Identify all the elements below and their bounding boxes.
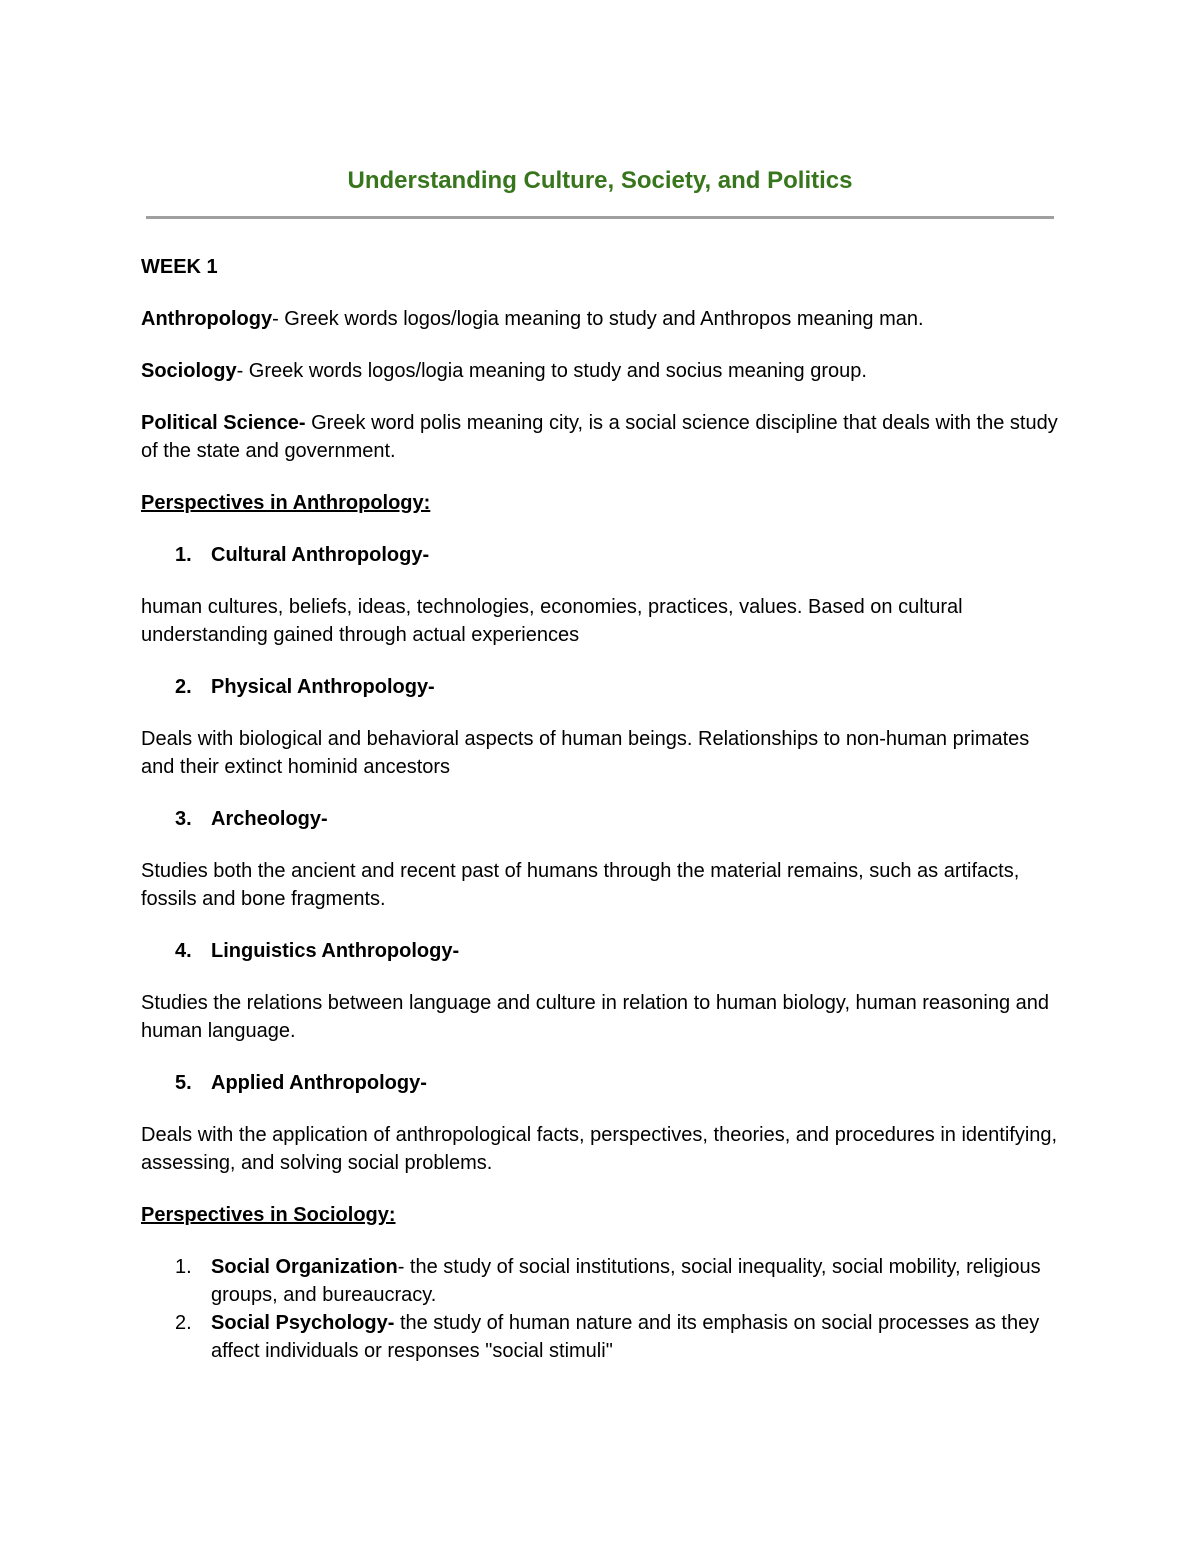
item-number: 2. — [175, 676, 192, 698]
page-title: Understanding Culture, Society, and Politics — [347, 167, 853, 194]
item-number: 3. — [175, 808, 192, 830]
list-item — [141, 1253, 1066, 1309]
item-text: - the study of social institutions, social inequality, social mobility, religious groups, and bureaucracy. — [211, 1256, 1041, 1306]
anthropology-item-heading — [141, 937, 1066, 965]
item-heading: Archeology- — [211, 808, 328, 830]
definition-term: Sociology — [141, 360, 237, 382]
item-heading: Linguistics Anthropology- — [211, 940, 460, 962]
anthropology-item-heading — [141, 673, 1066, 701]
definition-anthropology — [141, 305, 1066, 333]
anthropology-item-heading — [141, 541, 1066, 569]
anthropology-item-heading — [141, 1069, 1066, 1097]
item-number: 4. — [175, 940, 192, 962]
definition-term: Political Science- — [141, 412, 306, 434]
anthropology-item-heading — [141, 805, 1066, 833]
week-label: WEEK 1 — [141, 256, 218, 278]
definition-text: - Greek words logos/logia meaning to study and Anthropos meaning man. — [272, 308, 924, 330]
list-item — [141, 1309, 1066, 1365]
definition-political-science — [141, 409, 1066, 465]
definition-sociology — [141, 357, 1066, 385]
sociology-perspectives-heading: Perspectives in Sociology: — [141, 1204, 396, 1226]
item-number: 2. — [175, 1312, 192, 1334]
item-heading: Physical Anthropology- — [211, 676, 435, 698]
anthropology-item-text: Studies the relations between language and culture in relation to human biology, human reasoning and human language. — [141, 992, 1050, 1042]
anthropology-item-text: Studies both the ancient and recent past of humans through the material remains, such as artifacts, fossils and bone fragments. — [141, 860, 1020, 910]
definition-term: Anthropology — [141, 308, 273, 330]
sociology-list — [141, 1253, 1066, 1365]
definition-text: - Greek words logos/logia meaning to study and socius meaning group. — [236, 360, 867, 382]
item-number: 1. — [175, 544, 192, 566]
item-heading: Applied Anthropology- — [211, 1072, 427, 1094]
item-text: the study of human nature and its emphasis on social processes as they affect individuals or responses "social stimuli" — [211, 1312, 1040, 1362]
anthropology-perspectives-heading: Perspectives in Anthropology: — [141, 492, 431, 514]
anthropology-item-text: Deals with biological and behavioral aspects of human beings. Relationships to non-human primates and their extinct hominid ancestors — [141, 728, 1030, 778]
item-number: 1. — [175, 1256, 192, 1278]
document-body — [141, 253, 1066, 1365]
anthropology-item-text: human cultures, beliefs, ideas, technologies, economies, practices, values. Based on cultural understanding gained through actual experiences — [141, 596, 963, 646]
item-term: Social Psychology- — [211, 1312, 395, 1334]
title-divider — [146, 216, 1054, 219]
item-term: Social Organization — [211, 1256, 398, 1278]
definition-text: Greek word polis meaning city, is a social science discipline that deals with the study of the state and government. — [141, 412, 1058, 462]
item-heading: Cultural Anthropology- — [211, 544, 430, 566]
anthropology-item-text: Deals with the application of anthropological facts, perspectives, theories, and procedures in identifying, assessing, and solving social problems. — [141, 1124, 1058, 1174]
item-number: 5. — [175, 1072, 192, 1094]
